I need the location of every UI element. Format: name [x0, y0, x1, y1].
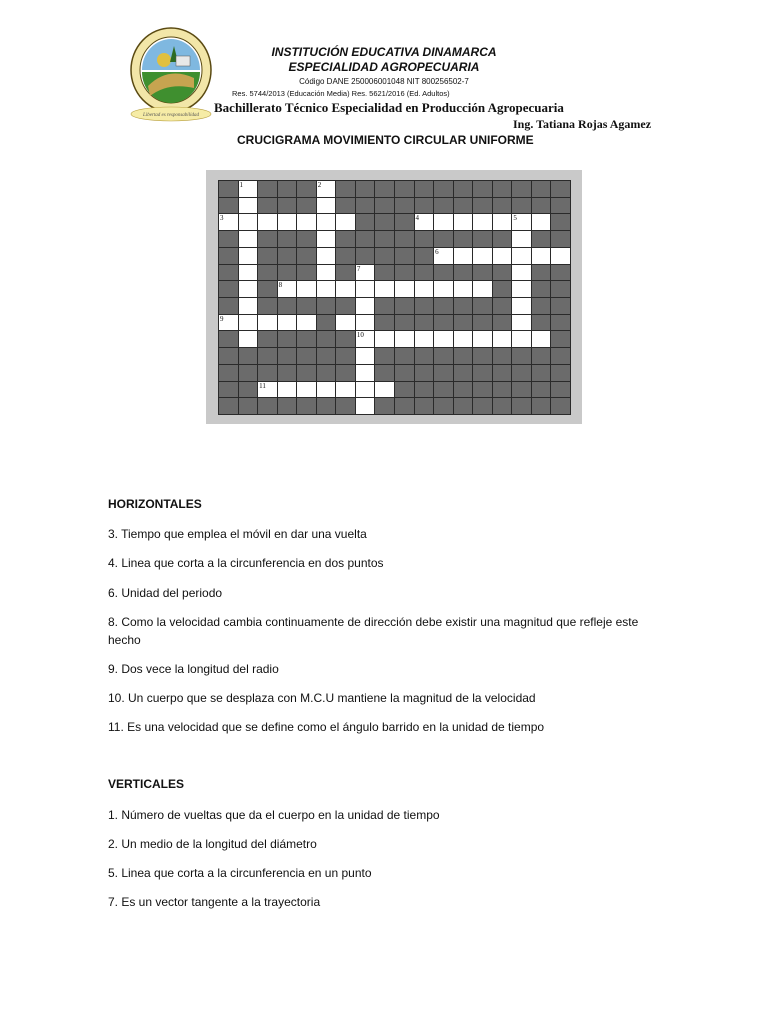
clue-number: 9 [220, 314, 224, 323]
crossword-block [492, 264, 513, 282]
crossword-cell[interactable] [316, 247, 337, 265]
crossword-block [433, 180, 454, 198]
crossword-block [453, 297, 474, 315]
crossword-cell[interactable] [414, 330, 435, 348]
horizontal-clue-9: 9. Dos vece la longitud del radio [108, 662, 279, 676]
vertical-clue-7: 7. Es un vector tangente a la trayectoria [108, 895, 321, 909]
crossword-block [433, 197, 454, 215]
crossword-block [218, 330, 239, 348]
crossword-block [257, 364, 278, 382]
crossword-cell[interactable] [531, 330, 552, 348]
crossword-cell[interactable] [374, 381, 395, 399]
crossword-block [394, 247, 415, 265]
clue-number: 2 [317, 181, 322, 189]
crossword-block [257, 247, 278, 265]
crossword-cell[interactable] [453, 213, 474, 231]
crossword-block [394, 230, 415, 248]
crossword-block [355, 180, 376, 198]
crossword-block [335, 247, 356, 265]
codes-line: Código DANE 250006001048 NIT 800256502-7 [299, 77, 469, 86]
crossword-block [277, 247, 298, 265]
crossword-cell[interactable] [335, 213, 356, 231]
crossword-cell[interactable] [453, 247, 474, 265]
crossword-block [492, 297, 513, 315]
crossword-block [472, 397, 493, 415]
crossword-cell[interactable] [316, 280, 337, 298]
clue-number: 4 [415, 214, 420, 223]
crossword-block [277, 230, 298, 248]
crossword-block [492, 197, 513, 215]
crossword-block [414, 297, 435, 315]
crossword-frame [206, 170, 582, 424]
crossword-block [355, 213, 376, 231]
crossword-block [296, 297, 317, 315]
crossword-block [472, 264, 493, 282]
crossword-block [531, 347, 552, 365]
crossword-block [335, 347, 356, 365]
crossword-block [257, 397, 278, 415]
crossword-block [531, 364, 552, 382]
crossword-cell[interactable] [296, 381, 317, 399]
crossword-cell[interactable] [277, 381, 298, 399]
crossword-block [472, 197, 493, 215]
crossword-block [316, 347, 337, 365]
crossword-cell[interactable] [453, 280, 474, 298]
crossword-cell[interactable] [374, 280, 395, 298]
crossword-block [335, 180, 356, 198]
clue-number: 1 [239, 181, 244, 189]
crossword-block [238, 347, 259, 365]
crossword-cell[interactable] [492, 330, 513, 348]
program-line: Bachillerato Técnico Especialidad en Producción Agropecuaria [214, 100, 564, 115]
crossword-block [472, 180, 493, 198]
crossword-block [316, 314, 337, 332]
crossword-block [531, 397, 552, 415]
crossword-block [453, 264, 474, 282]
crossword-block [296, 197, 317, 215]
crossword-block [433, 347, 454, 365]
crossword-block [550, 347, 571, 365]
crossword-block [335, 364, 356, 382]
crossword-cell[interactable] [296, 213, 317, 231]
crossword-block [374, 264, 395, 282]
crossword-block [414, 197, 435, 215]
crossword-block [355, 247, 376, 265]
crossword-block [414, 314, 435, 332]
crossword-block [277, 297, 298, 315]
crossword-block [472, 297, 493, 315]
clue-number: 7 [356, 264, 361, 273]
crossword-block [531, 180, 552, 198]
crossword-block [355, 230, 376, 248]
crossword-cell[interactable] [531, 213, 552, 231]
crossword-block [492, 314, 513, 332]
crossword-block [335, 264, 356, 282]
crossword-block [316, 364, 337, 382]
horizontal-clue-8: 8. Como la velocidad cambia continuamente de dirección debe existir una magnitud que refleje este hecho [108, 615, 639, 647]
crossword-cell[interactable] [335, 381, 356, 399]
crossword-block [296, 364, 317, 382]
crossword-block [492, 230, 513, 248]
crossword-block [238, 364, 259, 382]
crossword-block [550, 280, 571, 298]
vertical-clue-1: 1. Número de vueltas que da el cuerpo en la unidad de tiempo [108, 808, 440, 822]
crossword-cell[interactable] [296, 314, 317, 332]
crossword-block [394, 213, 415, 231]
crossword-block [414, 347, 435, 365]
crossword-block [550, 230, 571, 248]
crossword-block [238, 397, 259, 415]
crossword-block [374, 213, 395, 231]
crossword-block [472, 314, 493, 332]
crossword-block [531, 381, 552, 399]
crossword-block [296, 397, 317, 415]
crossword-block [550, 297, 571, 315]
teacher-name: Ing. Tatiana Rojas Agamez [513, 117, 652, 131]
crossword-block [218, 264, 239, 282]
crossword-block [374, 347, 395, 365]
crossword-block [433, 264, 454, 282]
crossword-block [550, 364, 571, 382]
crossword-cell[interactable] [453, 330, 474, 348]
crossword-block [511, 347, 532, 365]
crossword-block [453, 397, 474, 415]
crossword-block [433, 381, 454, 399]
crossword-cell[interactable] [355, 280, 376, 298]
crossword-cell[interactable] [277, 314, 298, 332]
crossword-block [257, 180, 278, 198]
crossword-block [453, 381, 474, 399]
crossword-block [296, 347, 317, 365]
crossword-cell[interactable] [492, 247, 513, 265]
crossword-block [511, 197, 532, 215]
crossword-block [492, 397, 513, 415]
crossword-block [511, 180, 532, 198]
crossword-cell[interactable] [511, 314, 532, 332]
crossword-block [374, 314, 395, 332]
crossword-block [472, 381, 493, 399]
crossword-block [394, 297, 415, 315]
crossword-cell[interactable] [238, 297, 259, 315]
crossword-grid [218, 180, 570, 414]
crossword-block [374, 230, 395, 248]
crossword-block [374, 297, 395, 315]
crossword-block [453, 230, 474, 248]
crossword-block [511, 381, 532, 399]
crossword-block [550, 197, 571, 215]
horizontal-heading: HORIZONTALES [108, 497, 202, 511]
crossword-cell[interactable] [531, 247, 552, 265]
crossword-block [511, 397, 532, 415]
crossword-cell[interactable] [472, 280, 493, 298]
crossword-block [218, 397, 239, 415]
school-logo [128, 26, 214, 122]
clue-number: 8 [278, 281, 283, 290]
crossword-block [316, 330, 337, 348]
crossword-block [218, 247, 239, 265]
crossword-block [335, 297, 356, 315]
crossword-block [394, 197, 415, 215]
crossword-block [218, 381, 239, 399]
crossword-block [531, 280, 552, 298]
crossword-cell[interactable] [511, 230, 532, 248]
crossword-cell[interactable] [238, 330, 259, 348]
crossword-block [492, 280, 513, 298]
crossword-block [316, 297, 337, 315]
crossword-block [492, 364, 513, 382]
crossword-cell[interactable] [238, 314, 259, 332]
crossword-cell[interactable] [550, 247, 571, 265]
crossword-block [550, 264, 571, 282]
crossword-block [492, 180, 513, 198]
crossword-cell[interactable] [511, 330, 532, 348]
crossword-cell[interactable] [511, 264, 532, 282]
crossword-block [296, 264, 317, 282]
crossword-block [414, 180, 435, 198]
crossword-block [550, 314, 571, 332]
crossword-block [218, 280, 239, 298]
crossword-cell[interactable] [238, 213, 259, 231]
horizontal-clue-3: 3. Tiempo que emplea el móvil en dar una vuelta [108, 527, 367, 541]
institution-name: INSTITUCIÓN EDUCATIVA DINAMARCA [271, 45, 497, 59]
specialty-name: ESPECIALIDAD AGROPECUARIA [288, 60, 480, 74]
crossword-cell[interactable] [414, 280, 435, 298]
crossword-block [394, 347, 415, 365]
crossword-block [277, 397, 298, 415]
crossword-block [374, 397, 395, 415]
horizontal-clue-10: 10. Un cuerpo que se desplaza con M.C.U mantiene la magnitud de la velocidad [108, 691, 536, 705]
crossword-block [511, 364, 532, 382]
crossword-block [531, 264, 552, 282]
crossword-cell[interactable] [394, 330, 415, 348]
crossword-block [277, 197, 298, 215]
crossword-block [433, 297, 454, 315]
crossword-block [257, 347, 278, 365]
crossword-block [335, 397, 356, 415]
crossword-cell[interactable] [335, 314, 356, 332]
crossword-block [414, 381, 435, 399]
crossword-cell[interactable] [335, 280, 356, 298]
crossword-block [257, 280, 278, 298]
crossword-cell[interactable] [355, 314, 376, 332]
crossword-block [335, 197, 356, 215]
crossword-block [277, 264, 298, 282]
crossword-block [257, 330, 278, 348]
crossword-cell[interactable] [511, 297, 532, 315]
crossword-cell[interactable] [472, 213, 493, 231]
crossword-cell[interactable] [511, 247, 532, 265]
crossword-block [394, 381, 415, 399]
crossword-cell[interactable] [472, 247, 493, 265]
crossword-cell[interactable] [316, 230, 337, 248]
crossword-block [335, 330, 356, 348]
crossword-cell[interactable] [238, 197, 259, 215]
crossword-block [531, 230, 552, 248]
crossword-block [531, 197, 552, 215]
crossword-cell[interactable] [374, 330, 395, 348]
crossword-block [492, 347, 513, 365]
crossword-block [394, 397, 415, 415]
crossword-cell[interactable] [355, 347, 376, 365]
crossword-block [453, 364, 474, 382]
crossword-block [433, 397, 454, 415]
crossword-block [296, 180, 317, 198]
crossword-block [257, 197, 278, 215]
crossword-block [531, 297, 552, 315]
crossword-block [277, 364, 298, 382]
crossword-block [492, 381, 513, 399]
crossword-cell[interactable] [316, 381, 337, 399]
crossword-cell[interactable] [238, 230, 259, 248]
crossword-block [472, 364, 493, 382]
crossword-cell[interactable] [257, 213, 278, 231]
crossword-block [218, 230, 239, 248]
horizontal-clue-11: 11. Es una velocidad que se define como el ángulo barrido en la unidad de tiempo [108, 720, 545, 734]
crossword-block [394, 180, 415, 198]
crossword-block [296, 247, 317, 265]
crossword-cell[interactable] [316, 197, 337, 215]
horizontal-clue-4: 4. Linea que corta a la circunferencia en dos puntos [108, 556, 384, 570]
crossword-cell[interactable] [355, 397, 376, 415]
crossword-block [218, 297, 239, 315]
crossword-cell[interactable] [238, 280, 259, 298]
crossword-cell[interactable] [355, 297, 376, 315]
crossword-cell[interactable] [472, 330, 493, 348]
crossword-cell[interactable] [511, 280, 532, 298]
crossword-block [218, 180, 239, 198]
crossword-block [277, 180, 298, 198]
crossword-block [414, 397, 435, 415]
crossword-block [433, 230, 454, 248]
crossword-block [374, 197, 395, 215]
crossword-block [374, 247, 395, 265]
crossword-cell[interactable] [238, 247, 259, 265]
clue-number: 6 [435, 247, 439, 256]
crossword-block [257, 297, 278, 315]
page-title: CRUCIGRAMA MOVIMIENTO CIRCULAR UNIFORME [237, 133, 534, 147]
crossword-cell[interactable] [492, 213, 513, 231]
crossword-block [414, 247, 435, 265]
crossword-block [257, 264, 278, 282]
crossword-block [550, 180, 571, 198]
crossword-cell[interactable] [296, 280, 317, 298]
crossword-block [453, 197, 474, 215]
crossword-cell[interactable] [316, 264, 337, 282]
crossword-block [238, 381, 259, 399]
crossword-block [316, 397, 337, 415]
crossword-block [355, 197, 376, 215]
crossword-block [433, 314, 454, 332]
crossword-cell[interactable] [277, 213, 298, 231]
crossword-block [374, 180, 395, 198]
crossword-block [394, 314, 415, 332]
clue-number: 3 [220, 214, 224, 223]
crossword-block [296, 230, 317, 248]
crossword-block [550, 213, 571, 231]
logo-motto: Libertad es responsabilidad [143, 113, 199, 118]
crossword-block [414, 230, 435, 248]
crossword-block [374, 364, 395, 382]
crossword-cell[interactable] [316, 213, 337, 231]
resolutions-line: Res. 5744/2013 (Educación Media) Res. 5621/2016 (Ed. Adultos) [232, 89, 450, 98]
crossword-block [472, 230, 493, 248]
crossword-cell[interactable] [433, 280, 454, 298]
crossword-block [277, 347, 298, 365]
crossword-block [218, 364, 239, 382]
crossword-block [394, 364, 415, 382]
crossword-block [414, 364, 435, 382]
crossword-block [472, 347, 493, 365]
clue-number: 5 [513, 214, 517, 223]
crossword-block [394, 264, 415, 282]
crossword-block [550, 397, 571, 415]
crossword-block [531, 314, 552, 332]
crossword-cell[interactable] [355, 381, 376, 399]
crossword-cell[interactable] [355, 364, 376, 382]
crossword-block [550, 381, 571, 399]
crossword-block [414, 264, 435, 282]
crossword-cell[interactable] [238, 264, 259, 282]
vertical-clue-5: 5. Linea que corta a la circunferencia en un punto [108, 866, 372, 880]
crossword-cell[interactable] [257, 314, 278, 332]
crossword-block [453, 180, 474, 198]
crossword-cell[interactable] [433, 330, 454, 348]
crossword-block [257, 230, 278, 248]
crossword-block [218, 197, 239, 215]
crossword-cell[interactable] [433, 213, 454, 231]
vertical-clue-2: 2. Un medio de la longitud del diámetro [108, 837, 317, 851]
crossword-block [296, 330, 317, 348]
crossword-block [277, 330, 298, 348]
crossword-block [218, 347, 239, 365]
clue-number: 10 [356, 331, 364, 340]
crossword-cell[interactable] [394, 280, 415, 298]
crossword-block [433, 364, 454, 382]
crossword-block [335, 230, 356, 248]
crossword-block [550, 330, 571, 348]
horizontal-clue-6: 6. Unidad del periodo [108, 586, 223, 600]
crossword-block [453, 314, 474, 332]
clue-number: 11 [259, 381, 266, 390]
crossword-block [453, 347, 474, 365]
vertical-heading: VERTICALES [108, 777, 185, 791]
